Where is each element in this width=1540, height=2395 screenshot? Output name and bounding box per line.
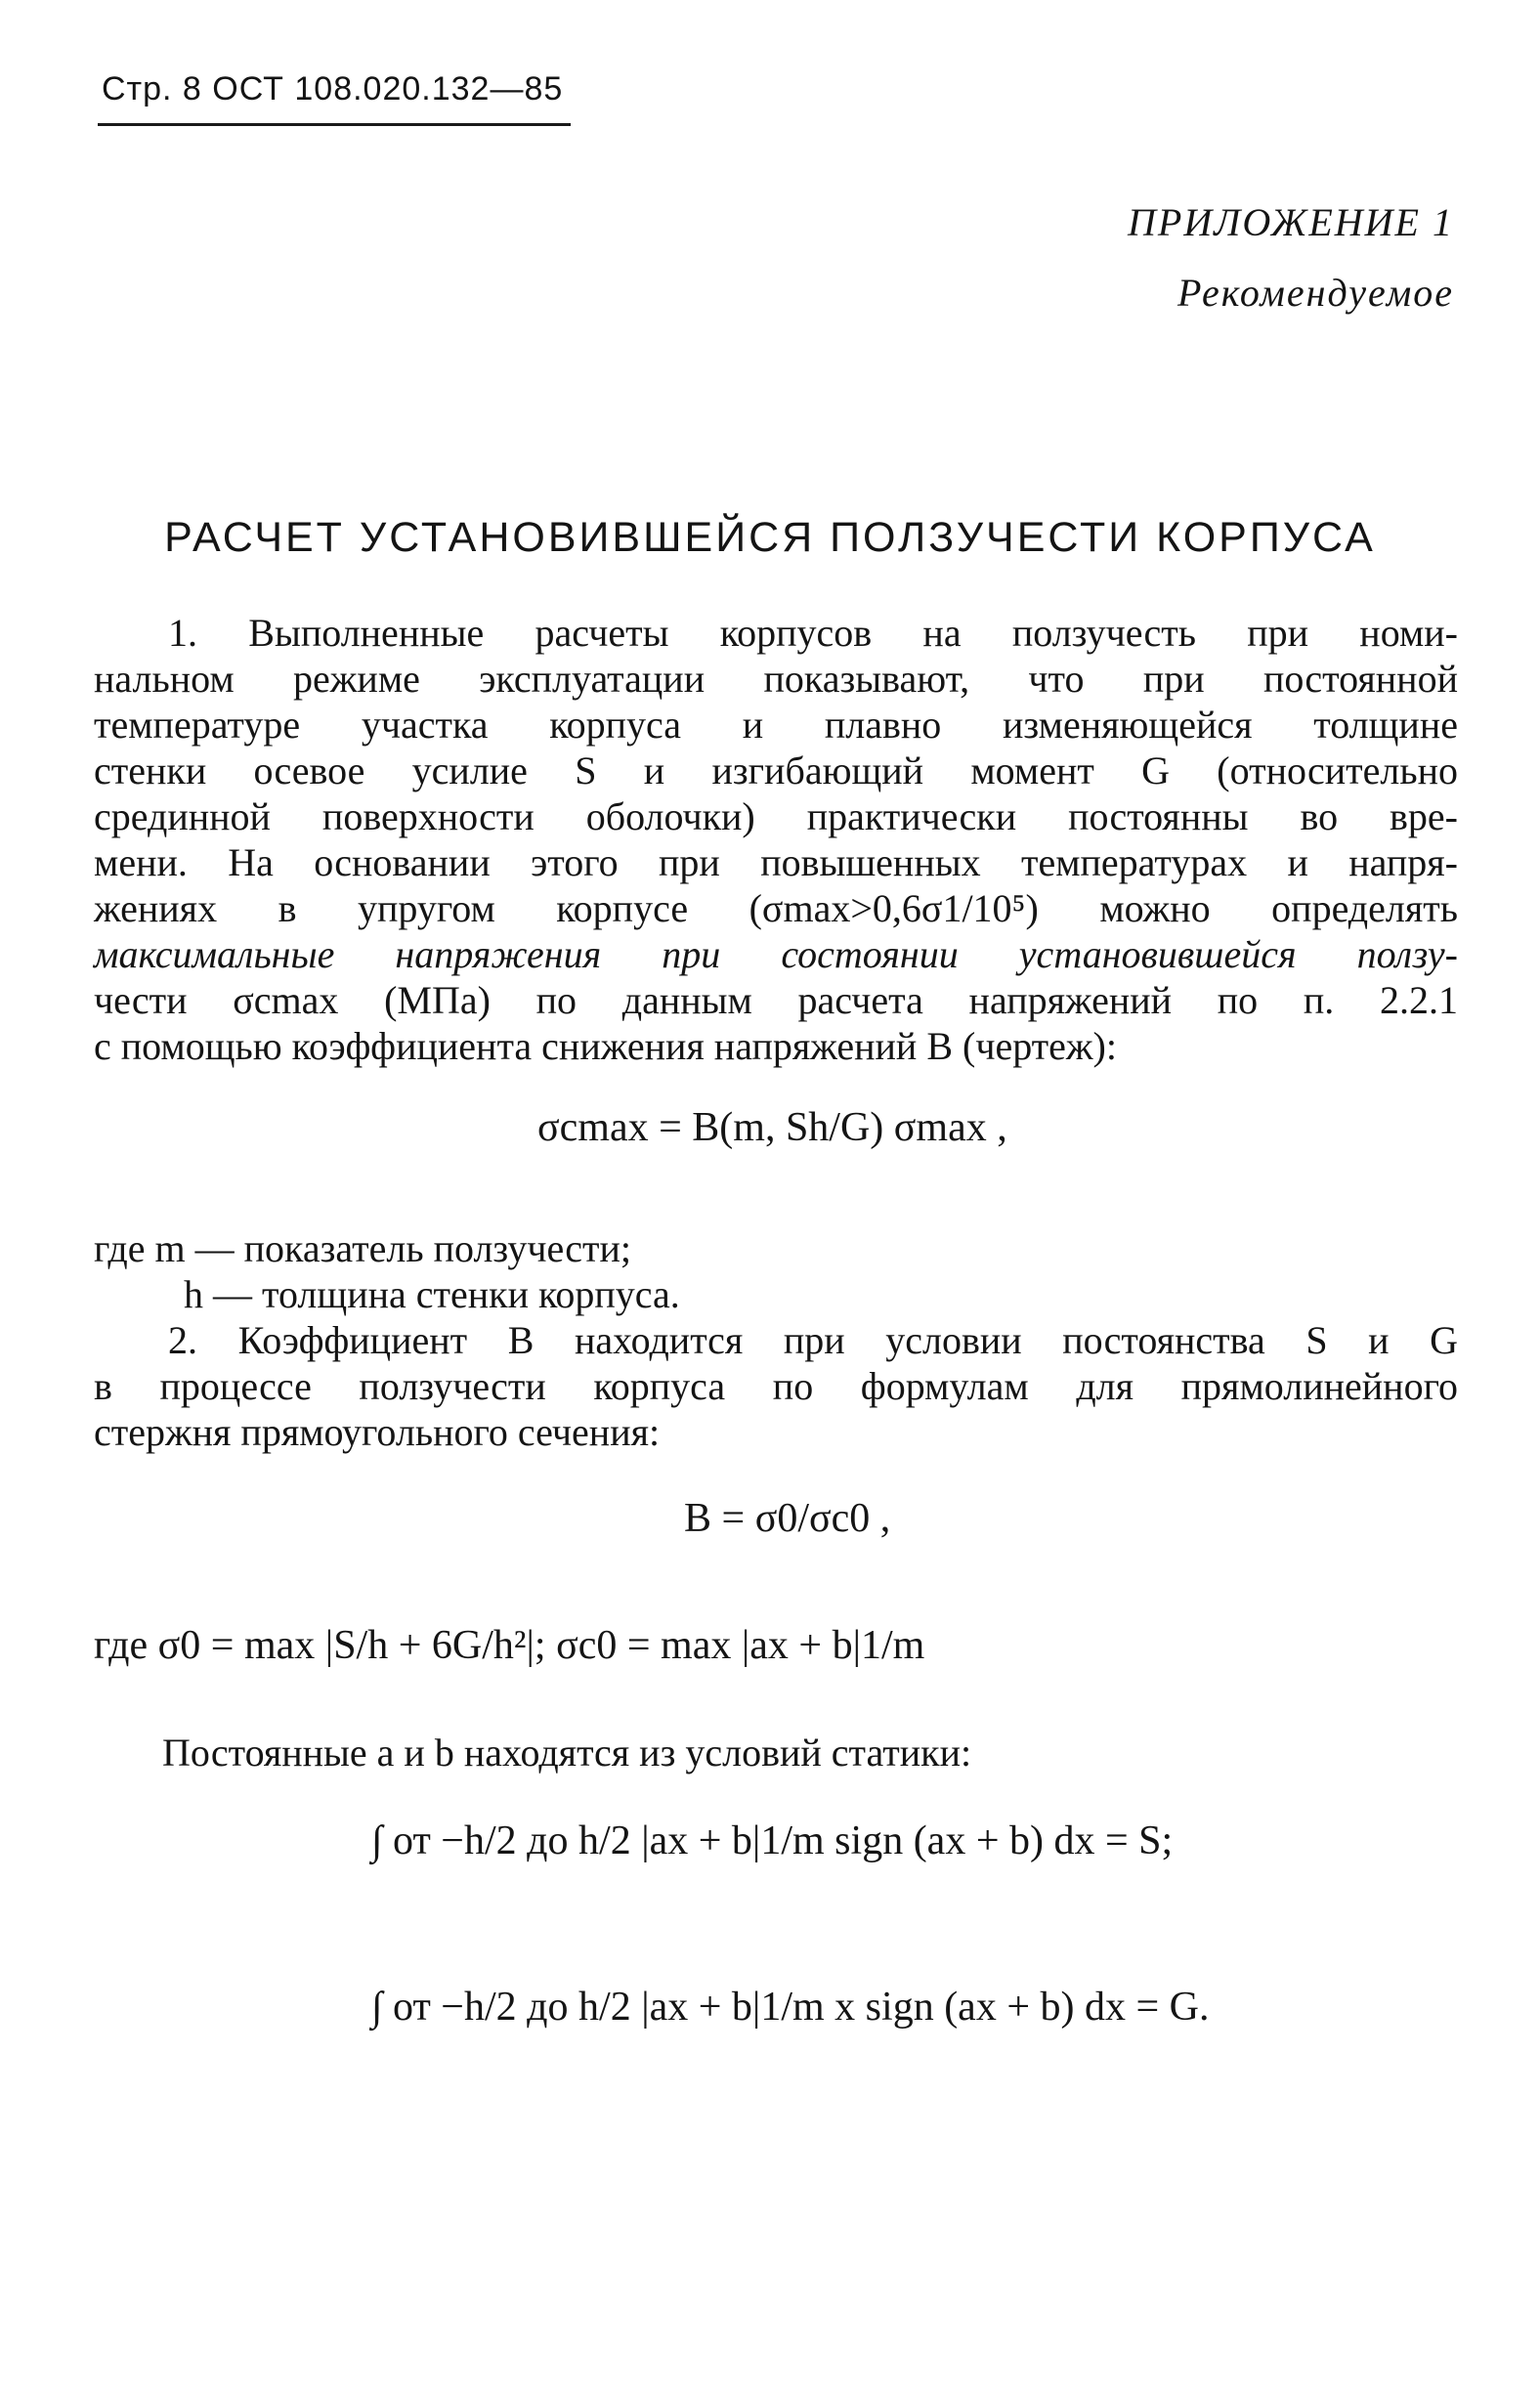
paragraph-1-line: жениях в упругом корпусе (σmax>0,6σ1/10⁵) можно определять <box>94 886 1458 930</box>
appendix-status: Рекомендуемое <box>1176 271 1454 315</box>
paragraph-1 <box>94 610 1458 1069</box>
page-header: Стр. 8 ОСТ 108.020.132—85 <box>102 70 564 107</box>
paragraph-3: Постоянные a и b находятся из условий статики: <box>162 1731 972 1775</box>
formula-coefficient-b: B = σ0/σc0 , <box>684 1496 891 1541</box>
section-title: РАСЧЕТ УСТАНОВИВШЕЙСЯ ПОЛЗУЧЕСТИ КОРПУСА <box>164 514 1376 561</box>
formula-sigma-zero: где σ0 = max |S/h + 6G/h²|; σc0 = max |ax + b|1/m <box>94 1623 925 1668</box>
paragraph-2-line: 2. Коэффициент B находится при условии постоянства S и G <box>168 1318 1458 1362</box>
header-rule <box>98 123 571 126</box>
formula-creep-stress: σcmax = B(m, Sh/G) σmax , <box>537 1105 1007 1150</box>
paragraph-1-line: чести σcmax (МПа) по данным расчета напряжений по п. 2.2.1 <box>94 978 1458 1022</box>
paragraph-1-line: мени. На основании этого при повышенных температурах и напря- <box>94 840 1458 884</box>
paragraph-2-line: стержня прямоугольного сечения: <box>94 1410 661 1454</box>
paragraph-1-line: температуре участка корпуса и плавно изменяющейся толщине <box>94 703 1458 747</box>
paragraph-2 <box>94 1317 1458 1455</box>
paragraph-1-line: нальном режиме эксплуатации показывают, что при постоянной <box>94 657 1458 701</box>
where-h: h — толщина стенки корпуса. <box>184 1272 680 1316</box>
paragraph-1-line: стенки осевое усилие S и изгибающий момент G (относительно <box>94 748 1458 792</box>
paragraph-1-line: с помощью коэффициента снижения напряжений B (чертеж): <box>94 1024 1117 1068</box>
paragraph-2-line: в процессе ползучести корпуса по формулам для прямолинейного <box>94 1364 1458 1408</box>
formula-statics-force: ∫ от −h/2 до h/2 |ax + b|1/m sign (ax + b) dx = S; <box>371 1818 1174 1863</box>
paragraph-1-line: максимальные напряжения при состоянии установившейся ползу- <box>94 932 1458 976</box>
paragraph-1-line: 1. Выполненные расчеты корпусов на ползучесть при номи- <box>168 611 1458 655</box>
where-m: где m — показатель ползучести; <box>94 1226 631 1270</box>
appendix-label: ПРИЛОЖЕНИЕ 1 <box>1128 200 1454 244</box>
paragraph-1-line: срединной поверхности оболочки) практически постоянны во вре- <box>94 794 1458 838</box>
formula-statics-moment: ∫ от −h/2 до h/2 |ax + b|1/m x sign (ax + b) dx = G. <box>371 1985 1210 2030</box>
